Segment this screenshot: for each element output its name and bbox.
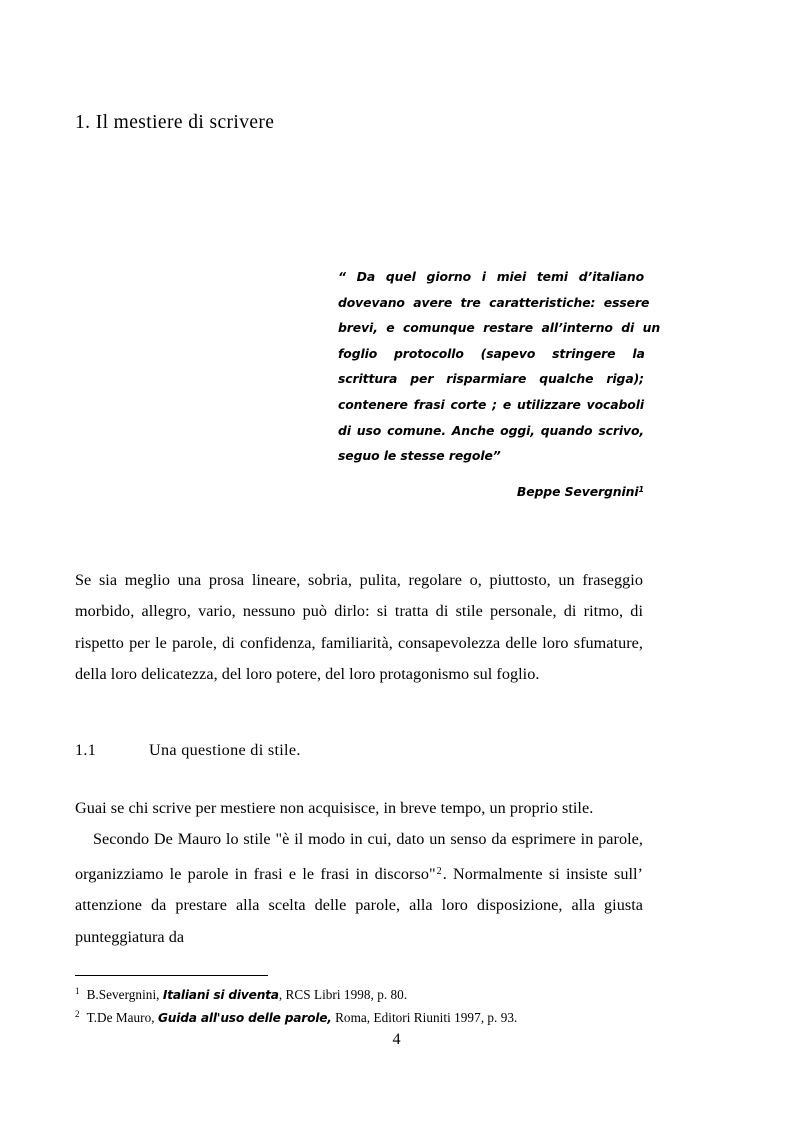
pull-quote: [338, 264, 661, 504]
quote-line: dovevano avere tre caratteristiche: essere: [338, 294, 650, 310]
footnote-publication: Roma, Editori Riuniti 1997, p. 93.: [331, 1009, 518, 1025]
paragraph: Guai se chi scrive per mestiere non acquisisce, in breve tempo, un proprio stile.: [75, 799, 594, 817]
quote-line: di uso comune. Anche oggi, quando scrivo,: [338, 422, 644, 438]
paragraph: Se sia meglio una prosa lineare, sobria, pulita, regolare o, piuttosto, un fraseggio morbido, allegro, vario, nessuno può dirlo: si tratta di stile personale, di ritmo, di rispetto per le parole, di confidenza, familiarità, consapevolezza delle loro sfumature, della loro delicatezza, del loro potere, del loro protagonismo sul foglio.: [75, 571, 643, 684]
paragraph: [75, 824, 643, 953]
quote-attribution-name: Beppe Severgnini: [516, 483, 639, 499]
paragraph-text: . Normalmente si insiste sull’ attenzione da prestare alla scelta delle parole, alla loro disposizione, alla giusta punteggiatura da: [75, 864, 644, 946]
footnote-book-title: Italiani si diventa: [162, 988, 279, 1002]
section-title: Una questione di stile.: [149, 741, 301, 759]
quote-line: seguo le stesse regole”: [338, 448, 501, 464]
quote-line: foglio protocollo (sapevo stringere la: [338, 345, 645, 361]
footnote-publication: , RCS Libri 1998, p. 80.: [278, 987, 408, 1002]
paragraph-text: Secondo De Mauro lo stile "è il modo in cui, dato un senso da esprimere in parole, organizziamo le parole in frasi e le frasi in discorso": [75, 830, 643, 883]
quote-attribution: [338, 477, 644, 505]
footnote-book-title: Guida all'uso delle parole,: [157, 1010, 332, 1025]
quote-line: “ Da quel giorno i miei temi d’italiano: [338, 269, 644, 284]
section-heading: [75, 738, 643, 762]
footnote-author: B.Severgnini,: [86, 987, 163, 1002]
page-title: 1. Il mestiere di scrivere: [75, 112, 275, 133]
section-number: 1.1: [75, 741, 97, 759]
quote-line: contenere frasi corte ; e utilizzare vocaboli: [338, 396, 644, 412]
footnote-ref-1[interactable]: 1: [638, 484, 644, 494]
footnote-marker: 2: [75, 1008, 80, 1019]
footnote-ref-2[interactable]: 2: [436, 865, 442, 877]
footnote-author: T.De Mauro,: [86, 1009, 158, 1025]
page-number: 4: [392, 1030, 401, 1048]
body-section-intro: [75, 565, 643, 691]
body-section-1-1: [75, 793, 643, 953]
quote-line: brevi, e comunque restare all’interno di un: [338, 320, 661, 336]
quote-line: scrittura per risparmiare qualche riga);: [338, 371, 644, 387]
footnote-marker: 1: [75, 986, 80, 996]
footnote-item: [75, 1005, 643, 1028]
footnotes: [75, 975, 643, 1027]
footnote-separator: [75, 975, 268, 976]
footnote-item: [75, 982, 643, 1005]
